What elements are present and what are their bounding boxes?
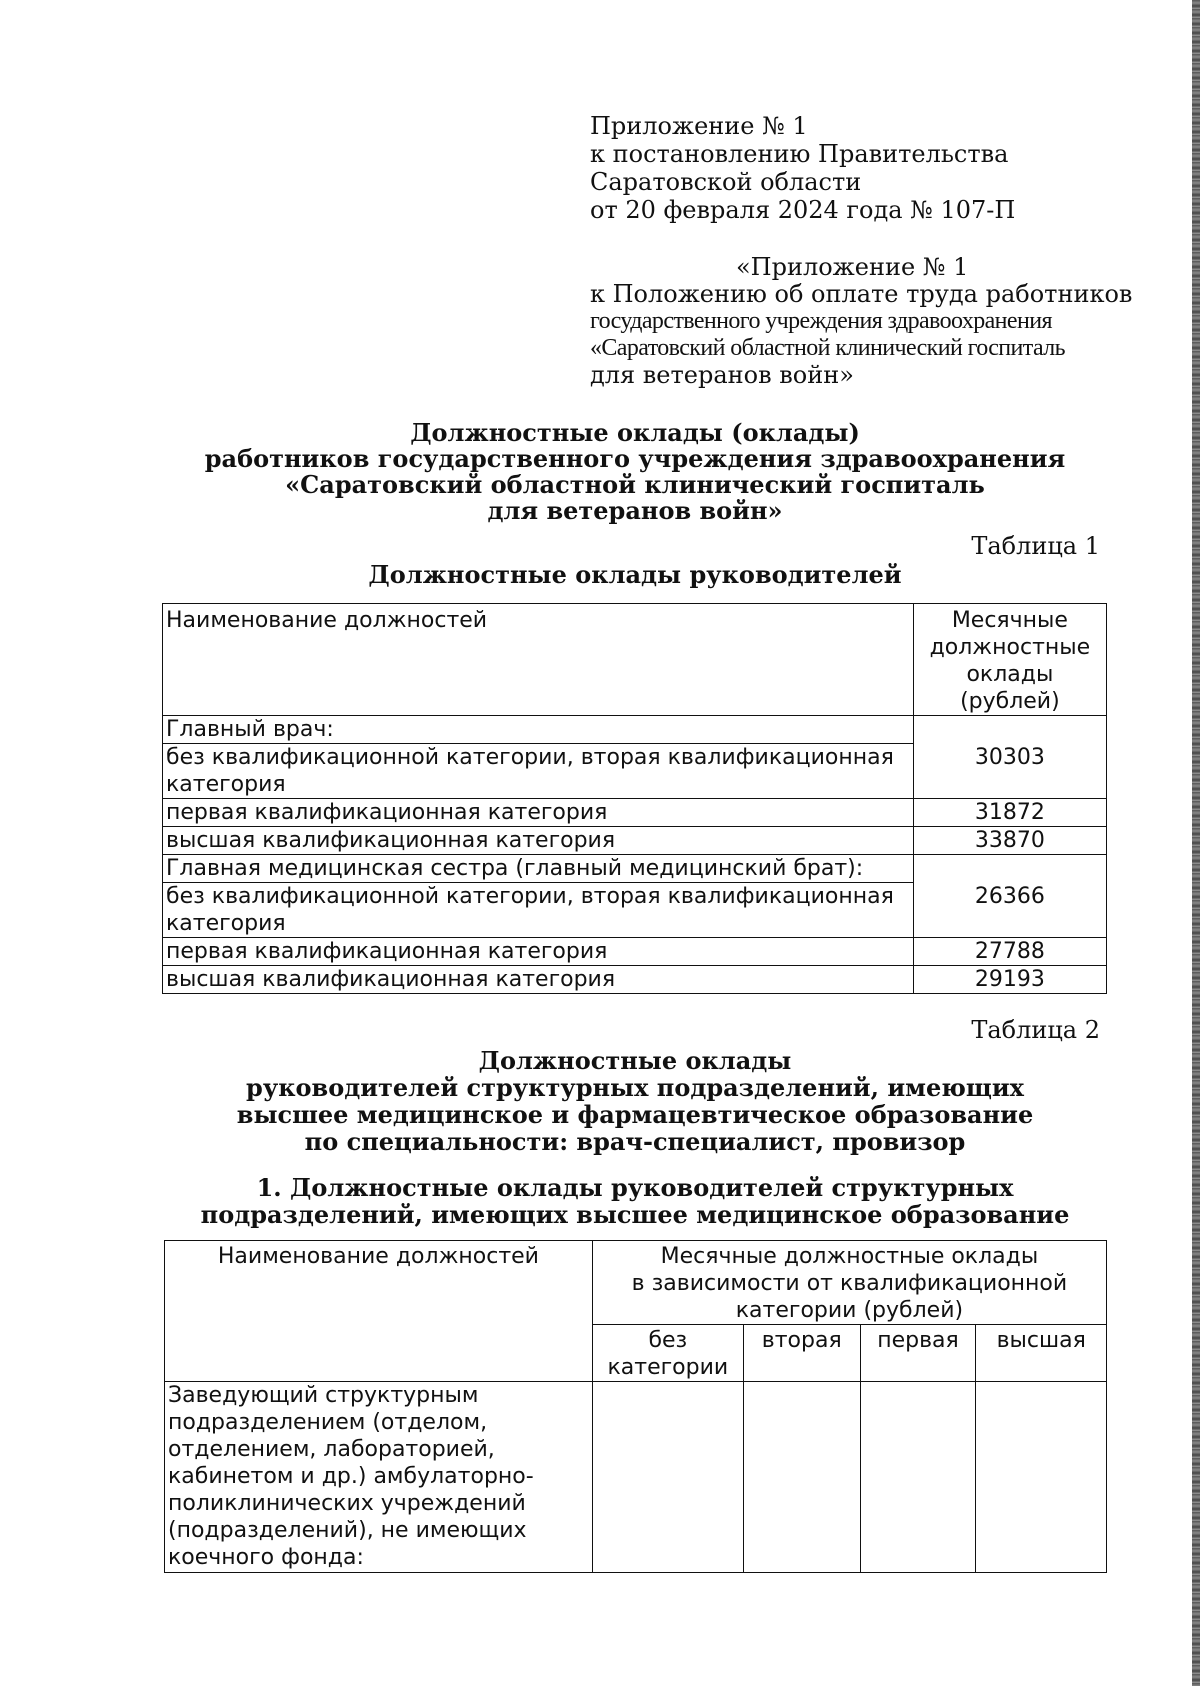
row-name: первая квалификационная категория bbox=[163, 938, 914, 966]
row-name-line: поликлинических учреждений bbox=[168, 1491, 526, 1516]
table1-title: Должностные оклады руководителей bbox=[368, 560, 902, 589]
title-line: руководителей структурных подразделений, имеющих bbox=[246, 1073, 1024, 1102]
table2-label: Таблица 2 bbox=[971, 1016, 1100, 1044]
title-line: по специальности: врач-специалист, провизор bbox=[304, 1127, 966, 1156]
table-row bbox=[163, 855, 1107, 938]
row-value: 27788 bbox=[913, 938, 1106, 966]
appendix-line: к Положению об оплате труда работников bbox=[590, 280, 1133, 308]
table2-subtitle bbox=[160, 1174, 1110, 1228]
row-name: первая квалификационная категория bbox=[163, 799, 914, 827]
header-line: Месячные bbox=[951, 608, 1068, 633]
column-header-salary bbox=[592, 1241, 1106, 1325]
document-title bbox=[160, 420, 1110, 524]
row-value: 31872 bbox=[913, 799, 1106, 827]
row-name-line: (подразделений), не имеющих bbox=[168, 1518, 527, 1543]
resolution-header bbox=[590, 112, 1015, 224]
column-header-position: Наименование должностей bbox=[163, 604, 914, 716]
row-value: 26366 bbox=[913, 855, 1106, 938]
row-value-no-category bbox=[592, 1382, 743, 1573]
row-name-line: отделением, лабораторией, bbox=[168, 1437, 495, 1462]
appendix-first-line: «Приложение № 1 bbox=[736, 253, 969, 281]
header-line: оклады bbox=[966, 662, 1054, 687]
table1-executive-salaries bbox=[162, 603, 1107, 994]
column-header-salary bbox=[913, 604, 1106, 716]
title-line: высшее медицинское и фармацевтическое образование bbox=[236, 1100, 1034, 1129]
row-value: 29193 bbox=[913, 966, 1106, 994]
column-header-highest-category: высшая bbox=[976, 1325, 1107, 1382]
row-name-line: подразделением (отделом, bbox=[168, 1410, 488, 1435]
row-name: без квалификационной категории, вторая квалификационная категория bbox=[166, 745, 894, 797]
table-row bbox=[163, 799, 1107, 827]
header-line: Приложение № 1 bbox=[590, 112, 808, 140]
appendix-reference bbox=[590, 254, 1132, 389]
header-line: к постановлению Правительства bbox=[590, 140, 1009, 168]
row-value: 30303 bbox=[913, 716, 1106, 799]
table-row bbox=[163, 716, 1107, 799]
table-row bbox=[163, 938, 1107, 966]
table-row bbox=[165, 1382, 1107, 1573]
table1-label: Таблица 1 bbox=[971, 532, 1100, 560]
row-name: высшая квалификационная категория bbox=[163, 827, 914, 855]
title-line: для ветеранов войн» bbox=[487, 496, 783, 525]
column-header-first-category: первая bbox=[860, 1325, 976, 1382]
row-name bbox=[165, 1382, 593, 1573]
row-value-highest-category bbox=[976, 1382, 1107, 1573]
title-line: Должностные оклады (оклады) bbox=[410, 418, 860, 447]
row-name-line: кабинетом и др.) амбулаторно- bbox=[168, 1464, 534, 1489]
header-line: в зависимости от квалификационной bbox=[631, 1271, 1068, 1296]
header-line: категории bbox=[607, 1355, 729, 1380]
header-line: Месячные должностные оклады bbox=[660, 1244, 1039, 1269]
title-line: «Саратовский областной клинический госпиталь bbox=[285, 470, 985, 499]
row-name-line: коечного фонда: bbox=[168, 1545, 364, 1570]
header-line: должностные bbox=[929, 635, 1091, 660]
appendix-line: государственного учреждения здравоохранения bbox=[590, 308, 1052, 334]
group-title: Главный врач: bbox=[163, 716, 913, 744]
header-line: Саратовской области bbox=[590, 168, 862, 196]
row-value: 33870 bbox=[913, 827, 1106, 855]
subtitle-line: подразделений, имеющих высшее медицинское образование bbox=[200, 1200, 1070, 1229]
table-row bbox=[163, 966, 1107, 994]
row-value-first-category bbox=[860, 1382, 976, 1573]
column-header-second-category: вторая bbox=[743, 1325, 860, 1382]
row-name: высшая квалификационная категория bbox=[163, 966, 914, 994]
appendix-line: «Саратовский областной клинический госпиталь bbox=[590, 335, 1065, 361]
row-name: без квалификационной категории, вторая квалификационная категория bbox=[166, 884, 894, 936]
row-value-second-category bbox=[743, 1382, 860, 1573]
table2-department-head-salaries bbox=[164, 1240, 1107, 1573]
table2-title bbox=[160, 1047, 1110, 1155]
title-line: Должностные оклады bbox=[478, 1046, 792, 1075]
header-line: от 20 февраля 2024 года № 107-П bbox=[590, 196, 1016, 224]
header-line: без bbox=[648, 1328, 688, 1353]
title-line: работников государственного учреждения здравоохранения bbox=[204, 444, 1066, 473]
group-title: Главная медицинская сестра (главный медицинский брат): bbox=[163, 855, 913, 883]
header-line: (рублей) bbox=[960, 689, 1060, 714]
header-line: категории (рублей) bbox=[735, 1298, 964, 1323]
column-header-position: Наименование должностей bbox=[165, 1241, 593, 1382]
table-row bbox=[163, 827, 1107, 855]
appendix-line: для ветеранов войн» bbox=[590, 361, 854, 389]
subtitle-line: 1. Должностные оклады руководителей структурных bbox=[256, 1173, 1014, 1202]
column-header-no-category bbox=[592, 1325, 743, 1382]
row-name-line: Заведующий структурным bbox=[168, 1383, 479, 1408]
scanned-page-edge bbox=[1192, 0, 1200, 1686]
